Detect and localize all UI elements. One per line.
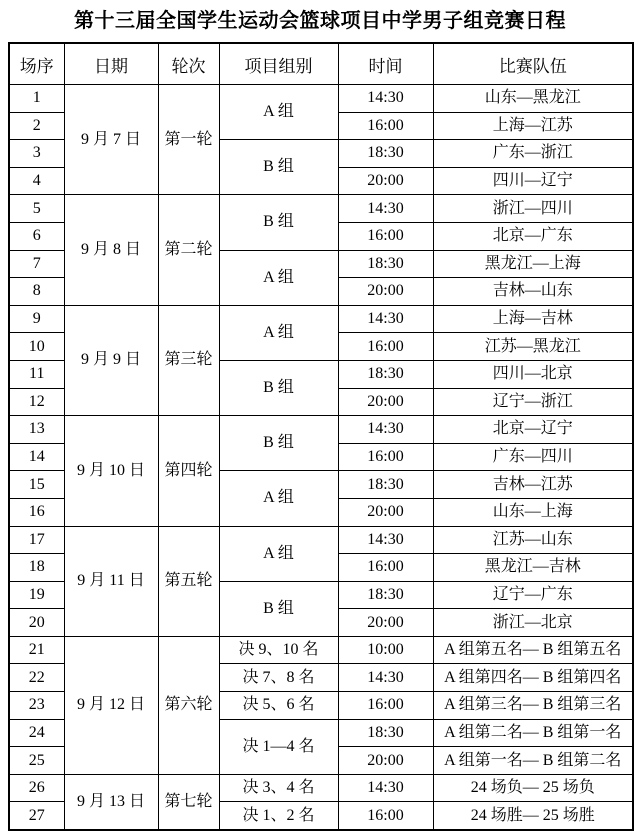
time-cell: 16:00 <box>338 443 433 471</box>
seq-cell: 12 <box>9 388 64 416</box>
teams-cell: 吉林—山东 <box>433 278 633 306</box>
teams-cell: 24 场负— 25 场负 <box>433 774 633 802</box>
time-cell: 20:00 <box>338 278 433 306</box>
time-cell: 18:30 <box>338 140 433 168</box>
round-cell: 第五轮 <box>158 526 219 636</box>
header-date: 日期 <box>64 43 158 85</box>
seq-cell: 14 <box>9 443 64 471</box>
time-cell: 20:00 <box>338 609 433 637</box>
teams-cell: 上海—吉林 <box>433 305 633 333</box>
page <box>8 0 632 831</box>
time-cell: 14:30 <box>338 416 433 444</box>
date-cell: 9 月 12 日 <box>64 636 158 774</box>
teams-cell: 广东—四川 <box>433 443 633 471</box>
teams-cell: A 组第三名— B 组第三名 <box>433 692 633 720</box>
seq-cell: 15 <box>9 471 64 499</box>
seq-cell: 3 <box>9 140 64 168</box>
teams-cell: 北京—广东 <box>433 222 633 250</box>
table-row <box>9 416 633 444</box>
teams-cell: 24 场胜— 25 场胜 <box>433 802 633 830</box>
group-cell: B 组 <box>219 140 338 195</box>
time-cell: 16:00 <box>338 554 433 582</box>
time-cell: 18:30 <box>338 250 433 278</box>
date-cell: 9 月 10 日 <box>64 416 158 526</box>
group-cell: A 组 <box>219 250 338 305</box>
time-cell: 16:00 <box>338 692 433 720</box>
table-row <box>9 774 633 802</box>
seq-cell: 18 <box>9 554 64 582</box>
teams-cell: A 组第一名— B 组第二名 <box>433 747 633 775</box>
time-cell: 20:00 <box>338 747 433 775</box>
group-cell: 决 1—4 名 <box>219 719 338 774</box>
round-cell: 第四轮 <box>158 416 219 526</box>
group-cell: A 组 <box>219 85 338 140</box>
seq-cell: 25 <box>9 747 64 775</box>
seq-cell: 23 <box>9 692 64 720</box>
teams-cell: A 组第五名— B 组第五名 <box>433 636 633 664</box>
header-round: 轮次 <box>158 43 219 85</box>
teams-cell: A 组第二名— B 组第一名 <box>433 719 633 747</box>
teams-cell: 浙江—四川 <box>433 195 633 223</box>
seq-cell: 20 <box>9 609 64 637</box>
header-seq: 场序 <box>9 43 64 85</box>
header-row <box>9 43 633 85</box>
seq-cell: 21 <box>9 636 64 664</box>
time-cell: 20:00 <box>338 388 433 416</box>
group-cell: 决 1、2 名 <box>219 802 338 830</box>
seq-cell: 22 <box>9 664 64 692</box>
round-cell: 第三轮 <box>158 305 219 415</box>
time-cell: 14:30 <box>338 664 433 692</box>
table-row <box>9 195 633 223</box>
teams-cell: 辽宁—广东 <box>433 581 633 609</box>
group-cell: B 组 <box>219 360 338 415</box>
time-cell: 14:30 <box>338 526 433 554</box>
seq-cell: 13 <box>9 416 64 444</box>
time-cell: 16:00 <box>338 222 433 250</box>
table-row <box>9 636 633 664</box>
time-cell: 20:00 <box>338 167 433 195</box>
date-cell: 9 月 7 日 <box>64 85 158 195</box>
seq-cell: 4 <box>9 167 64 195</box>
time-cell: 16:00 <box>338 333 433 361</box>
date-cell: 9 月 13 日 <box>64 774 158 830</box>
time-cell: 14:30 <box>338 305 433 333</box>
teams-cell: 山东—上海 <box>433 498 633 526</box>
time-cell: 14:30 <box>338 774 433 802</box>
teams-cell: 黑龙江—上海 <box>433 250 633 278</box>
teams-cell: 北京—辽宁 <box>433 416 633 444</box>
time-cell: 20:00 <box>338 498 433 526</box>
group-cell: 决 9、10 名 <box>219 636 338 664</box>
seq-cell: 17 <box>9 526 64 554</box>
time-cell: 16:00 <box>338 112 433 140</box>
date-cell: 9 月 9 日 <box>64 305 158 415</box>
time-cell: 14:30 <box>338 85 433 113</box>
time-cell: 18:30 <box>338 360 433 388</box>
teams-cell: 辽宁—浙江 <box>433 388 633 416</box>
teams-cell: 四川—北京 <box>433 360 633 388</box>
seq-cell: 16 <box>9 498 64 526</box>
schedule-table <box>8 42 634 831</box>
header-teams: 比赛队伍 <box>433 43 633 85</box>
teams-cell: A 组第四名— B 组第四名 <box>433 664 633 692</box>
header-group: 项目组别 <box>219 43 338 85</box>
date-cell: 9 月 11 日 <box>64 526 158 636</box>
group-cell: B 组 <box>219 416 338 471</box>
table-row <box>9 526 633 554</box>
seq-cell: 19 <box>9 581 64 609</box>
seq-cell: 9 <box>9 305 64 333</box>
round-cell: 第七轮 <box>158 774 219 830</box>
group-cell: B 组 <box>219 581 338 636</box>
time-cell: 14:30 <box>338 195 433 223</box>
seq-cell: 10 <box>9 333 64 361</box>
time-cell: 10:00 <box>338 636 433 664</box>
teams-cell: 山东—黑龙江 <box>433 85 633 113</box>
table-row <box>9 85 633 113</box>
group-cell: 决 3、4 名 <box>219 774 338 802</box>
round-cell: 第一轮 <box>158 85 219 195</box>
group-cell: A 组 <box>219 305 338 360</box>
teams-cell: 黑龙江—吉林 <box>433 554 633 582</box>
group-cell: A 组 <box>219 471 338 526</box>
group-cell: 决 7、8 名 <box>219 664 338 692</box>
group-cell: B 组 <box>219 195 338 250</box>
teams-cell: 浙江—北京 <box>433 609 633 637</box>
teams-cell: 上海—江苏 <box>433 112 633 140</box>
seq-cell: 27 <box>9 802 64 830</box>
seq-cell: 2 <box>9 112 64 140</box>
time-cell: 18:30 <box>338 581 433 609</box>
seq-cell: 24 <box>9 719 64 747</box>
time-cell: 16:00 <box>338 802 433 830</box>
seq-cell: 5 <box>9 195 64 223</box>
seq-cell: 8 <box>9 278 64 306</box>
group-cell: A 组 <box>219 526 338 581</box>
date-cell: 9 月 8 日 <box>64 195 158 305</box>
teams-cell: 江苏—山东 <box>433 526 633 554</box>
round-cell: 第六轮 <box>158 636 219 774</box>
group-cell: 决 5、6 名 <box>219 692 338 720</box>
seq-cell: 1 <box>9 85 64 113</box>
page-title: 第十三届全国学生运动会篮球项目中学男子组竞赛日程 <box>74 10 566 32</box>
round-cell: 第二轮 <box>158 195 219 305</box>
time-cell: 18:30 <box>338 719 433 747</box>
seq-cell: 7 <box>9 250 64 278</box>
schedule-table-body <box>9 85 633 831</box>
time-cell: 18:30 <box>338 471 433 499</box>
teams-cell: 四川—辽宁 <box>433 167 633 195</box>
table-row <box>9 305 633 333</box>
seq-cell: 26 <box>9 774 64 802</box>
seq-cell: 6 <box>9 222 64 250</box>
seq-cell: 11 <box>9 360 64 388</box>
header-time: 时间 <box>338 43 433 85</box>
teams-cell: 广东—浙江 <box>433 140 633 168</box>
teams-cell: 吉林—江苏 <box>433 471 633 499</box>
teams-cell: 江苏—黑龙江 <box>433 333 633 361</box>
